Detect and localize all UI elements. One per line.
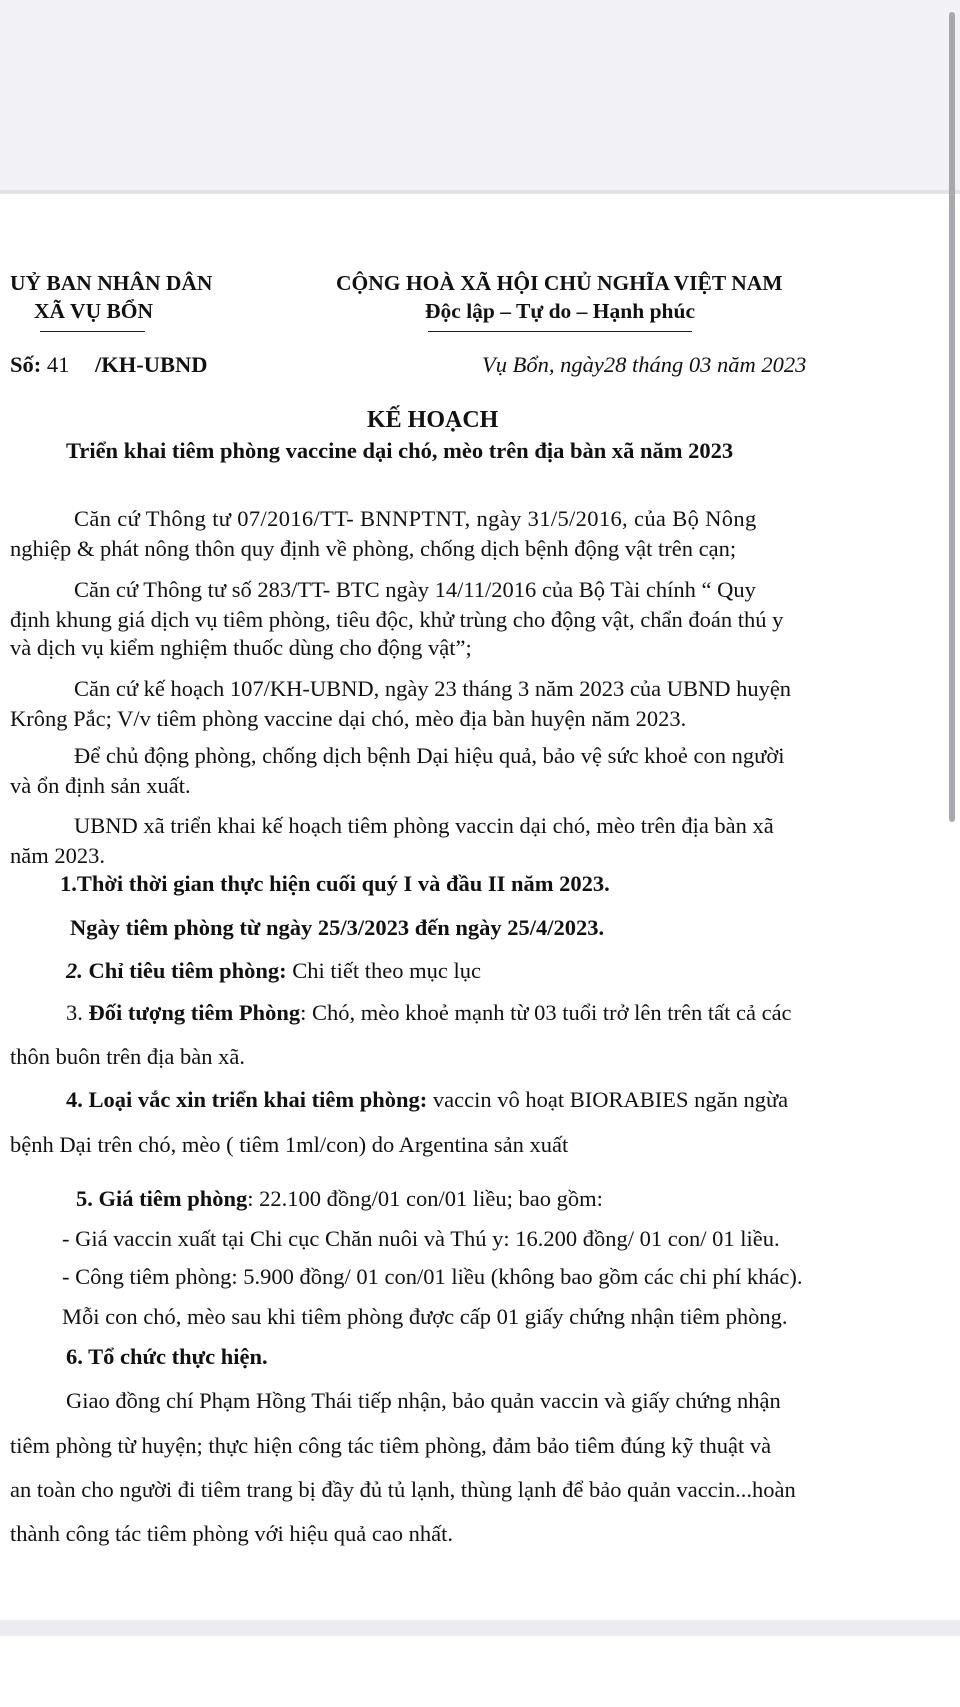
- section-4-line-1: [66, 1089, 788, 1112]
- national-title: CỘNG HOÀ XÃ HỘI CHỦ NGHĨA VIỆT NAM: [336, 271, 783, 295]
- issuer-underline: [40, 331, 145, 332]
- basis-4-line-2: và ổn định sản xuất.: [10, 773, 191, 798]
- number-value: 41: [46, 352, 70, 377]
- section-6-line-3: an toàn cho người đi tiêm trang bị đầy đủ tủ lạnh, thùng lạnh để bảo quản vaccin...hoàn: [10, 1477, 796, 1502]
- section-5-note: Mỗi con chó, mèo sau khi tiêm phòng được cấp 01 giấy chứng nhận tiêm phòng.: [62, 1304, 788, 1329]
- section-3-text: : Chó, mèo khoẻ mạnh từ 03 tuổi trở lên trên tất cả các: [300, 1000, 792, 1025]
- section-2-text: Chi tiết theo mục lục: [286, 958, 481, 983]
- basis-2-line-1: Căn cứ Thông tư số 283/TT- BTC ngày 14/11/2016 của Bộ Tài chính “ Quy: [74, 577, 756, 602]
- basis-5-line-1: UBND xã triển khai kế hoạch tiêm phòng vaccin dại chó, mèo trên địa bàn xã: [74, 813, 774, 838]
- section-3-line-2: thôn buôn trên địa bàn xã.: [10, 1044, 245, 1069]
- section-4-text: vaccin vô hoạt BIORABIES ngăn ngừa: [427, 1087, 789, 1112]
- basis-2-line-3: và dịch vụ kiểm nghiệm thuốc dùng cho động vật”;: [10, 635, 472, 660]
- number-label: Số:: [10, 352, 42, 377]
- section-3-number: 3.: [66, 1000, 83, 1025]
- basis-4-line-1: Để chủ động phòng, chống dịch bệnh Dại hiệu quả, bảo vệ sức khoẻ con người: [74, 743, 785, 768]
- section-6-line-1: Giao đồng chí Phạm Hồng Thái tiếp nhận, bảo quản vaccin và giấy chứng nhận: [66, 1388, 781, 1413]
- section-5-label: 5. Giá tiêm phòng: [76, 1186, 248, 1211]
- number-code: /KH-UBND: [95, 352, 208, 377]
- section-6-heading: 6. Tổ chức thực hiện.: [66, 1344, 268, 1369]
- issuer-line-2: XÃ VỤ BỔN: [34, 299, 154, 323]
- place-and-date: Vụ Bổn, ngày28 tháng 03 năm 2023: [482, 352, 807, 377]
- section-1-heading: 1.Thời thời gian thực hiện cuối quý I và đầu II năm 2023.: [60, 871, 610, 896]
- section-5-item-2: - Công tiêm phòng: 5.900 đồng/ 01 con/01 liều (không bao gồm các chi phí khác).: [62, 1264, 803, 1289]
- section-5-item-1: - Giá vaccin xuất tại Chi cục Chăn nuôi và Thú y: 16.200 đồng/ 01 con/ 01 liều.: [62, 1226, 780, 1251]
- section-5-text: : 22.100 đồng/01 con/01 liều; bao gồm:: [247, 1186, 603, 1211]
- basis-3-line-2: Krông Pắc; V/v tiêm phòng vaccine dại chó, mèo địa bàn huyện năm 2023.: [10, 706, 687, 731]
- document-title: KẾ HOẠCH: [367, 407, 499, 433]
- document-subtitle: Triển khai tiêm phòng vaccine dại chó, mèo trên địa bàn xã năm 2023: [66, 438, 734, 463]
- basis-1-line-2: nghiệp & phát nông thôn quy định về phòng, chống dịch bệnh động vật trên cạn;: [10, 536, 737, 561]
- basis-5-line-2: năm 2023.: [10, 843, 105, 868]
- basis-2-line-2: định khung giá dịch vụ tiêm phòng, tiêu độc, khử trùng cho động vật, chẩn đoán thú y: [10, 607, 784, 632]
- motto-underline: [428, 331, 692, 332]
- section-6-line-4: thành công tác tiêm phòng với hiệu quả cao nhất.: [10, 1521, 454, 1546]
- document-number: [10, 354, 208, 377]
- section-4-line-2: bệnh Dại trên chó, mèo ( tiêm 1ml/con) do Argentina sản xuất: [10, 1132, 569, 1157]
- national-motto: Độc lập – Tự do – Hạnh phúc: [425, 299, 695, 323]
- basis-3-line-1: Căn cứ kế hoạch 107/KH-UBND, ngày 23 tháng 3 năm 2023 của UBND huyện: [74, 676, 792, 701]
- section-1-dates: Ngày tiêm phòng từ ngày 25/3/2023 đến ngày 25/4/2023.: [70, 915, 605, 940]
- section-2-number: 2.: [66, 958, 83, 983]
- section-3-line-1: [66, 1002, 792, 1025]
- section-3-label: Đối tượng tiêm Phòng: [82, 1000, 301, 1025]
- section-4-label: 4. Loại vắc xin triển khai tiêm phòng:: [66, 1087, 428, 1112]
- basis-1-line-1: Căn cứ Thông tư 07/2016/TT- BNNPTNT, ngày 31/5/2016, của Bộ Nông: [74, 506, 757, 531]
- issuer-line-1: UỶ BAN NHÂN DÂN: [10, 271, 213, 295]
- section-5-line: [76, 1188, 603, 1211]
- section-2-label: Chỉ tiêu tiêm phòng:: [88, 958, 287, 983]
- section-6-line-2: tiêm phòng từ huyện; thực hiện công tác tiêm phòng, đảm bảo tiêm đúng kỹ thuật và: [10, 1433, 772, 1458]
- section-2: [66, 960, 481, 983]
